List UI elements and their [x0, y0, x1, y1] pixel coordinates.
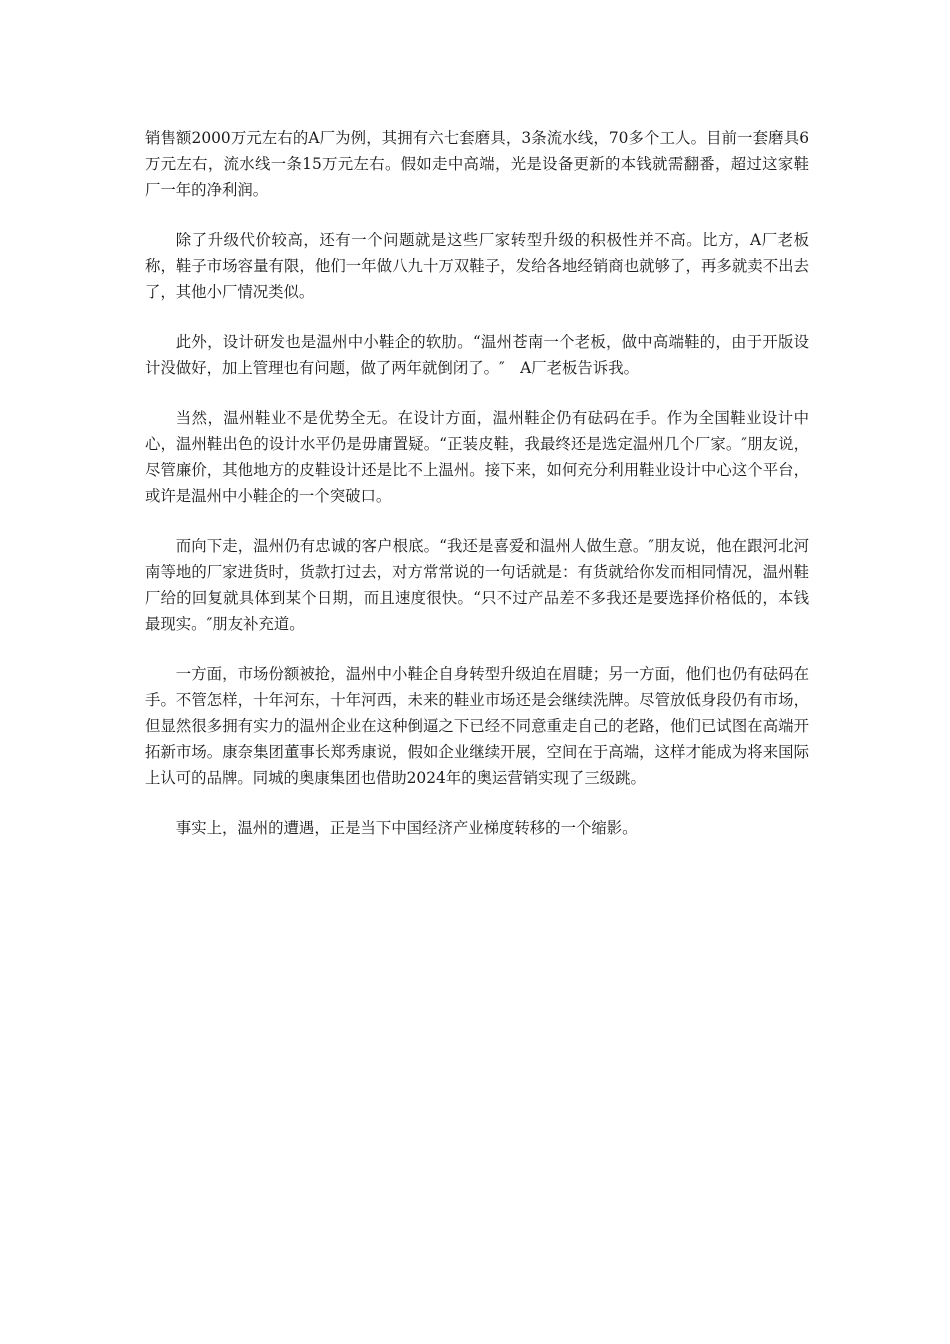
paragraph-2: 除了升级代价较高，还有一个问题就是这些厂家转型升级的积极性并不高。比方，A厂老板称，鞋子市场容量有限，他们一年做八九十万双鞋子，发给各地经销商也就够了，再多就卖不出去了，其他小厂情况类似。	[145, 231, 809, 301]
paragraph-6: 一方面，市场份额被抢，温州中小鞋企自身转型升级迫在眉睫；另一方面，他们也仍有砝码在手。不管怎样，十年河东，十年河西，未来的鞋业市场还是会继续洗牌。尽管放低身段仍有市场，但显然很多拥有实力的温州企业在这种倒逼之下已经不同意重走自己的老路，他们已试图在高端开拓新市场。康奈集团董事长郑秀康说，假如企业继续开展，空间在于高端，这样才能成为将来国际上认可的品牌。同城的奥康集团也借助2024年的奥运营销实现了三级跳。	[145, 665, 809, 787]
paragraph-4: 当然，温州鞋业不是优势全无。在设计方面，温州鞋企仍有砝码在手。作为全国鞋业设计中心，温州鞋出色的设计水平仍是毋庸置疑。“正装皮鞋，我最终还是选定温州几个厂家。″朋友说，尽管廉价，其他地方的皮鞋设计还是比不上温州。接下来，如何充分利用鞋业设计中心这个平台，或许是温州中小鞋企的一个突破口。	[145, 409, 809, 505]
paragraph-5: 而向下走，温州仍有忠诚的客户根底。“我还是喜爱和温州人做生意。″朋友说，他在跟河北河南等地的厂家进货时，货款打过去，对方常常说的一句话就是：有货就给你发而相同情况，温州鞋厂给的回复就具体到某个日期，而且速度很快。“只不过产品差不多我还是要选择价格低的，本钱最现实。″朋友补充道。	[145, 537, 809, 633]
paragraph-1: 销售额2000万元左右的A厂为例，其拥有六七套磨具，3条流水线，70多个工人。目前一套磨具6万元左右，流水线一条15万元左右。假如走中高端，光是设备更新的本钱就需翻番，超过这家鞋厂一年的净利润。	[145, 129, 809, 199]
paragraph-7: 事实上，温州的遭遇，正是当下中国经济产业梯度转移的一个缩影。	[175, 819, 638, 837]
paragraph-3: 此外，设计研发也是温州中小鞋企的软肋。“温州苍南一个老板，做中高端鞋的，由于开版设计没做好，加上管理也有问题，做了两年就倒闭了。″ A厂老板告诉我。	[145, 333, 809, 377]
article-body	[145, 125, 809, 865]
